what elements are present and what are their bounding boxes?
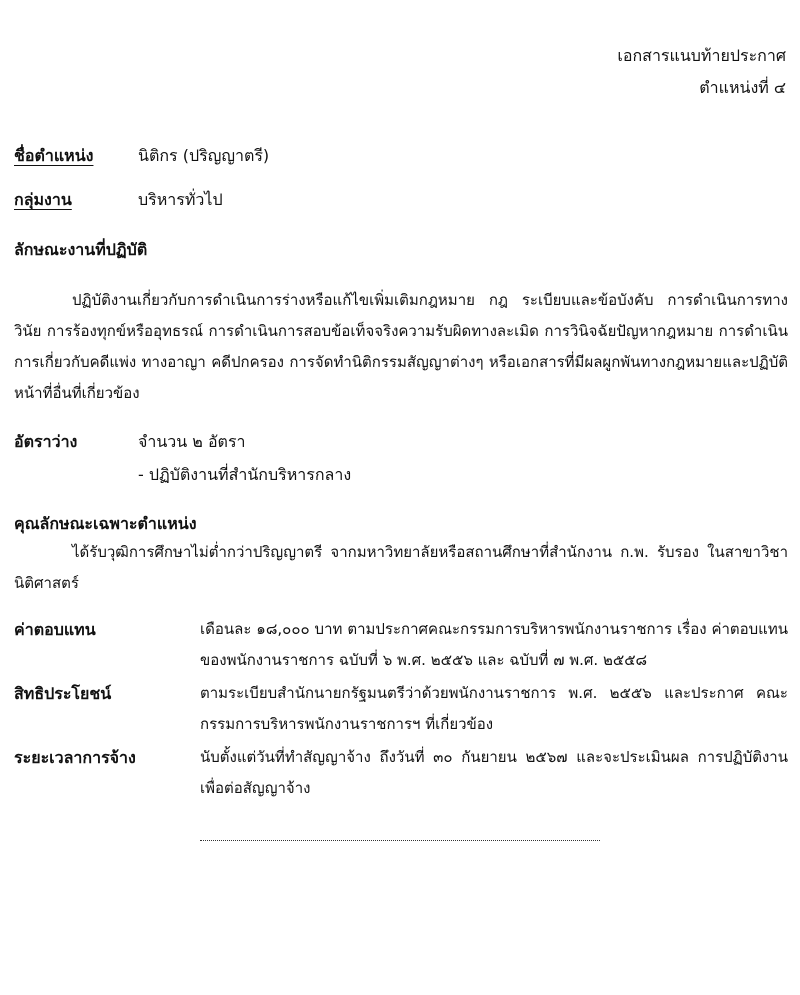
work-group-value: บริหารทั่วไป [138, 190, 223, 209]
position-name-value: นิติกร (ปริญญาตรี) [138, 146, 270, 165]
attachment-title: เอกสารแนบท้ายประกาศ [617, 46, 786, 65]
end-dotted-line [200, 840, 600, 841]
employment-period-text: นับตั้งแต่วันที่ทำสัญญาจ้าง ถึงวันที่ ๓๐ กันยายน ๒๕๖๗ และจะประเมินผล การปฏิบัติงานเพื่อต่อสัญญาจ้าง [200, 748, 788, 797]
benefits-label: สิทธิประโยชน์ [14, 684, 112, 703]
benefits-text: ตามระเบียบสำนักนายกรัฐมนตรีว่าด้วยพนักงานราชการ พ.ศ. ๒๕๕๖ และประกาศ คณะกรรมการบริหารพนักงานราชการฯ ที่เกี่ยวข้อง [200, 684, 788, 733]
qualifications-text: ได้รับวุฒิการศึกษาไม่ต่ำกว่าปริญญาตรี จากมหาวิทยาลัยหรือสถานศึกษาที่สำนักงาน ก.พ. รับรอง ในสาขาวิชานิติศาสตร์ [14, 543, 788, 592]
vacancy-count: จำนวน ๒ อัตรา [138, 432, 246, 451]
compensation-label: ค่าตอบแทน [14, 620, 96, 639]
work-group-label: กลุ่มงาน [14, 190, 72, 209]
position-number: ตำแหน่งที่ ๔ [699, 78, 786, 97]
duties-paragraph [14, 285, 788, 409]
compensation-text: เดือนละ ๑๘,๐๐๐ บาท ตามประกาศคณะกรรมการบริหารพนักงานราชการ เรื่อง ค่าตอบแทนของพนักงานราชการ ฉบับที่ ๖ พ.ศ. ๒๕๕๖ และ ฉบับที่ ๗ พ.ศ. ๒๕๕๘ [200, 620, 788, 669]
duties-heading: ลักษณะงานที่ปฏิบัติ [14, 240, 148, 259]
vacancy-label: อัตราว่าง [14, 432, 78, 451]
position-name-label: ชื่อตำแหน่ง [14, 146, 94, 165]
employment-period-label: ระยะเวลาการจ้าง [14, 748, 136, 767]
vacancy-location: - ปฏิบัติงานที่สำนักบริหารกลาง [138, 465, 352, 484]
duties-text: ปฏิบัติงานเกี่ยวกับการดำเนินการร่างหรือแก้ไขเพิ่มเติมกฎหมาย กฎ ระเบียบและข้อบังคับ การดำเนินการทางวินัย การร้องทุกข์หรืออุทธรณ์ การดำเนินการสอบข้อเท็จจริงความรับผิดทางละเมิด การวินิจฉัยปัญหากฎหมาย การดำเนินการเกี่ยวกับคดีแพ่ง ทางอาญา คดีปกครอง การจัดทำนิติกรรมสัญญาต่างๆ หรือเอกสารที่มีผลผูกพันทางกฎหมายและปฏิบัติหน้าที่อื่นที่เกี่ยวข้อง [14, 291, 788, 402]
qualifications-paragraph [14, 537, 788, 599]
qualifications-heading: คุณลักษณะเฉพาะตำแหน่ง [14, 514, 197, 533]
